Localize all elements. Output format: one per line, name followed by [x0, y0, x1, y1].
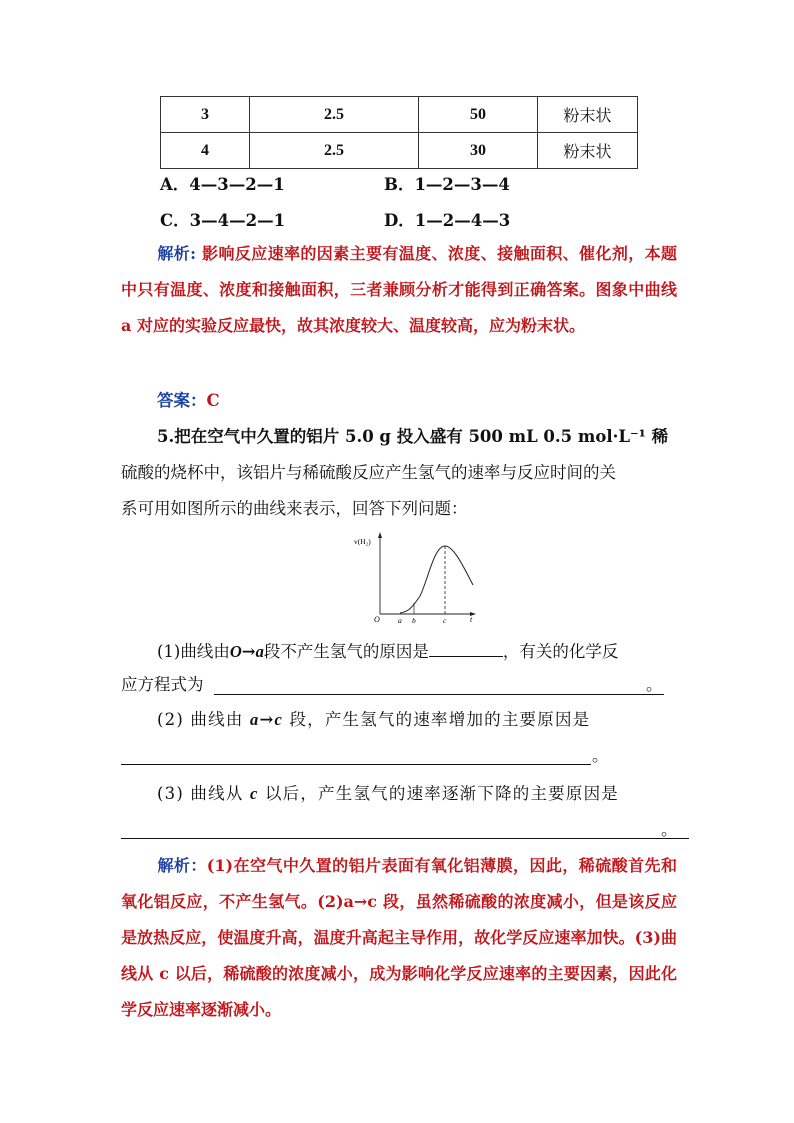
- option-c: C．3—4—2—1: [160, 211, 286, 230]
- sub2-from: a: [249, 710, 260, 729]
- sub1-prefix: (1)曲线由: [157, 642, 230, 661]
- explanation-text: 影响反应速率的因素主要有温度、浓度、接触面积、催化剂，本题中只有温度、浓度和接触面积，三者兼顾分析才能得到正确答案。图象中曲线 a 对应的实验反应最快，故其浓度较大、温度较高，应为粉末状。: [121, 244, 677, 335]
- sub3-prefix: (3) 曲线从: [157, 784, 244, 803]
- answer-blank-line[interactable]: [121, 838, 689, 839]
- sub3-var: c: [249, 784, 259, 803]
- explanation-2: [121, 848, 677, 1028]
- sub1-period: 。: [646, 675, 663, 694]
- arrow-icon: →: [259, 710, 275, 729]
- sub3-period: 。: [661, 820, 678, 839]
- table-cell: 粉末状: [538, 97, 638, 133]
- answer-label: 答案：: [157, 391, 207, 410]
- sub1-to: a: [255, 642, 264, 661]
- sub3-rest: 以后，产生氢气的速率逐渐下降的主要原因是: [264, 784, 619, 803]
- question5-line2: 硫酸的烧杯中，该铝片与稀硫酸反应产生氢气的速率与反应时间的关: [121, 463, 616, 482]
- table-cell: 3: [161, 97, 250, 133]
- answer-blank-line[interactable]: [121, 764, 591, 765]
- arrow-icon: →: [241, 642, 256, 661]
- origin-label: O: [374, 615, 380, 624]
- answer-blank-line[interactable]: [214, 694, 664, 695]
- data-table: [160, 96, 638, 169]
- rate-curve-graph: [350, 528, 480, 628]
- y-axis-label: v(H₂): [354, 537, 371, 546]
- answer: [157, 393, 220, 410]
- option-a: A．4—3—2—1: [160, 175, 285, 194]
- sub2-rest: 段，产生氢气的速率增加的主要原因是: [289, 710, 591, 729]
- table-cell: 2.5: [250, 97, 419, 133]
- table-cell: 4: [161, 133, 250, 169]
- question5-line1: 5.把在空气中久置的铝片 5.0 g 投入盛有 500 mL 0.5 mol·L⁻¹ 稀: [157, 427, 669, 446]
- sub-question-1: [157, 640, 618, 661]
- sub2-to: c: [274, 710, 283, 729]
- tick-b-label: b: [412, 616, 416, 625]
- tick-c-label: c: [443, 616, 447, 625]
- tick-a-label: a: [398, 616, 402, 625]
- sub2-period: 。: [592, 746, 609, 765]
- table-row: [161, 133, 638, 169]
- sub-question-3: [157, 786, 619, 803]
- sub1-mid: 段不产生氢气的原因是: [263, 642, 429, 661]
- sub1-from: O: [229, 642, 242, 661]
- explanation-1: [121, 236, 677, 344]
- y-axis-arrow: [378, 532, 382, 538]
- table-row: [161, 97, 638, 133]
- question5-line3: 系可用如图所示的曲线来表示，回答下列问题：: [121, 499, 468, 518]
- table-cell: 30: [419, 133, 538, 169]
- explanation-label: 解析：: [157, 856, 207, 875]
- sub2-prefix: (2) 曲线由: [157, 710, 244, 729]
- table-cell: 50: [419, 97, 538, 133]
- answer-blank[interactable]: [429, 640, 503, 657]
- sub-question-1-line2: [121, 677, 204, 694]
- answer-value: C: [206, 391, 220, 410]
- explanation-text: (1)在空气中久置的铝片表面有氧化铝薄膜，因此，稀硫酸首先和氧化铝反应，不产生氢气。(2)a→c 段，虽然稀硫酸的浓度减小，但是该反应是放热反应，使温度升高，温度升高起主导作用，故化学反应速率加快。(3)曲线从 c 以后，稀硫酸的浓度减小，成为影响化学反应速率的主要因素，因此化学反应速率逐渐减小。: [121, 856, 677, 1019]
- x-axis-label: t: [470, 615, 473, 624]
- sub1-after: ，有关的化学反: [502, 642, 619, 661]
- option-b: B．1—2—3—4: [384, 175, 510, 194]
- sub-question-2: [157, 712, 677, 729]
- table-cell: 2.5: [250, 133, 419, 169]
- sub1-line2: 应方程式为: [121, 675, 204, 694]
- option-d: D．1—2—4—3: [384, 211, 511, 230]
- rate-curve: [400, 546, 473, 613]
- table-cell: 粉末状: [538, 133, 638, 169]
- explanation-label: 解析:: [157, 244, 197, 263]
